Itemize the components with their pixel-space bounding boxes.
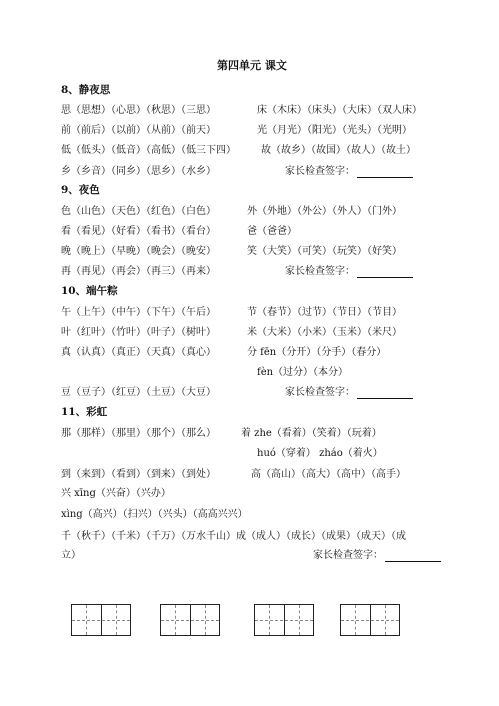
word-line-right: huó（穿着） zháo（着火） <box>257 448 383 459</box>
word-line-right: 故（故乡）（故国）（故人）（故土） <box>261 145 416 156</box>
word-line-right: fèn（过分）（本分） <box>257 367 349 378</box>
writing-grid[interactable] <box>340 604 400 636</box>
signature-label: 家长检查签字： <box>313 550 383 561</box>
word-line: 色（山色）（天色）（红色）（白色） <box>61 206 216 217</box>
signature-label: 家长检查签字： <box>285 266 355 277</box>
word-line-right: 高（高山）（高大）（高中）（高手） <box>251 469 406 480</box>
word-line: 看（看见）（好看）（看书）（看台） <box>61 226 216 237</box>
word-line: xìng（高兴）（扫兴）（兴头）（高高兴兴） <box>61 509 248 520</box>
parent-signature <box>285 165 413 178</box>
parent-signature <box>285 386 413 399</box>
writing-grid[interactable] <box>160 604 220 636</box>
word-line: 到（来到）（看到）（到来）（到处） <box>61 469 216 480</box>
word-line: 前（前后）（以前）（从前）（前天） <box>61 125 216 136</box>
word-line-right: 爸（爸爸） <box>247 226 297 237</box>
word-line-right: 米（大米）（小米）（玉米）（米尺） <box>247 327 402 338</box>
word-line: 那（那样）（那里）（那个）（那么） <box>61 428 216 439</box>
signature-label: 家长检查签字： <box>285 166 355 177</box>
signature-label: 家长检查签字： <box>285 387 355 398</box>
word-line: 再（再见）（再会）（再三）（再来） <box>61 266 216 277</box>
lesson-heading: 9、夜色 <box>61 184 100 196</box>
word-line-right: 外（外地）（外公）（外人）（门外） <box>247 206 402 217</box>
word-line-right: 分 fēn（分开）（分手）（春分） <box>247 347 387 358</box>
lesson-heading: 10、端午粽 <box>61 285 118 297</box>
signature-blank[interactable] <box>357 386 413 399</box>
word-line: 低（低头）（低音）（高低）（低三下四） <box>61 145 236 156</box>
writing-grid[interactable] <box>71 604 131 636</box>
writing-grid[interactable] <box>254 604 314 636</box>
word-line-right: 笑（大笑）（可笑）（玩笑）（好笑） <box>247 246 402 257</box>
signature-blank[interactable] <box>357 265 413 278</box>
word-line-right: 床（木床）（床头）（大床）（双人床） <box>257 105 422 116</box>
word-line: 叶（红叶）（竹叶）（叶子）（树叶） <box>61 327 216 338</box>
word-line: 午（上午）（中午）（下午）（午后） <box>61 307 216 318</box>
parent-signature <box>285 265 413 278</box>
word-line: 乡（乡音）（同乡）（思乡）（水乡） <box>61 166 216 177</box>
signature-blank[interactable] <box>385 549 441 562</box>
word-line: 兴 xīng（兴奋）（兴办） <box>61 488 171 499</box>
lesson-heading: 8、静夜思 <box>61 84 111 96</box>
word-line: 千（秋千）（千米）（千万）（万水千山）成（成人）（成长）（成果）（成天）（成 <box>61 531 406 542</box>
word-line: 思（思想）（心思）（秋思）（三思） <box>61 105 216 116</box>
word-line-right: 光（月光）（阳光）（光头）（光明） <box>257 125 412 136</box>
word-line: 晚（晚上）（早晚）（晚会）（晚安） <box>61 246 216 257</box>
lesson-heading: 11、彩虹 <box>61 406 108 418</box>
word-line: 豆（豆子）（红豆）（土豆）（大豆） <box>61 387 216 398</box>
word-line: 真（认真）（真正）（天真）（真心） <box>61 347 216 358</box>
signature-blank[interactable] <box>357 165 413 178</box>
writing-grids <box>0 604 499 638</box>
word-line: 立） <box>61 550 81 561</box>
parent-signature <box>313 549 441 562</box>
grid-guide-horizontal <box>161 620 219 621</box>
grid-guide-horizontal <box>72 620 130 621</box>
grid-guide-horizontal <box>341 620 399 621</box>
page-title: 第四单元 课文 <box>217 59 287 72</box>
grid-guide-horizontal <box>255 620 313 621</box>
word-line-right: 节（春节）（过节）（节日）（节目） <box>247 307 402 318</box>
word-line-right: 着 zhe（看着）（笑着）（玩着） <box>241 428 382 439</box>
